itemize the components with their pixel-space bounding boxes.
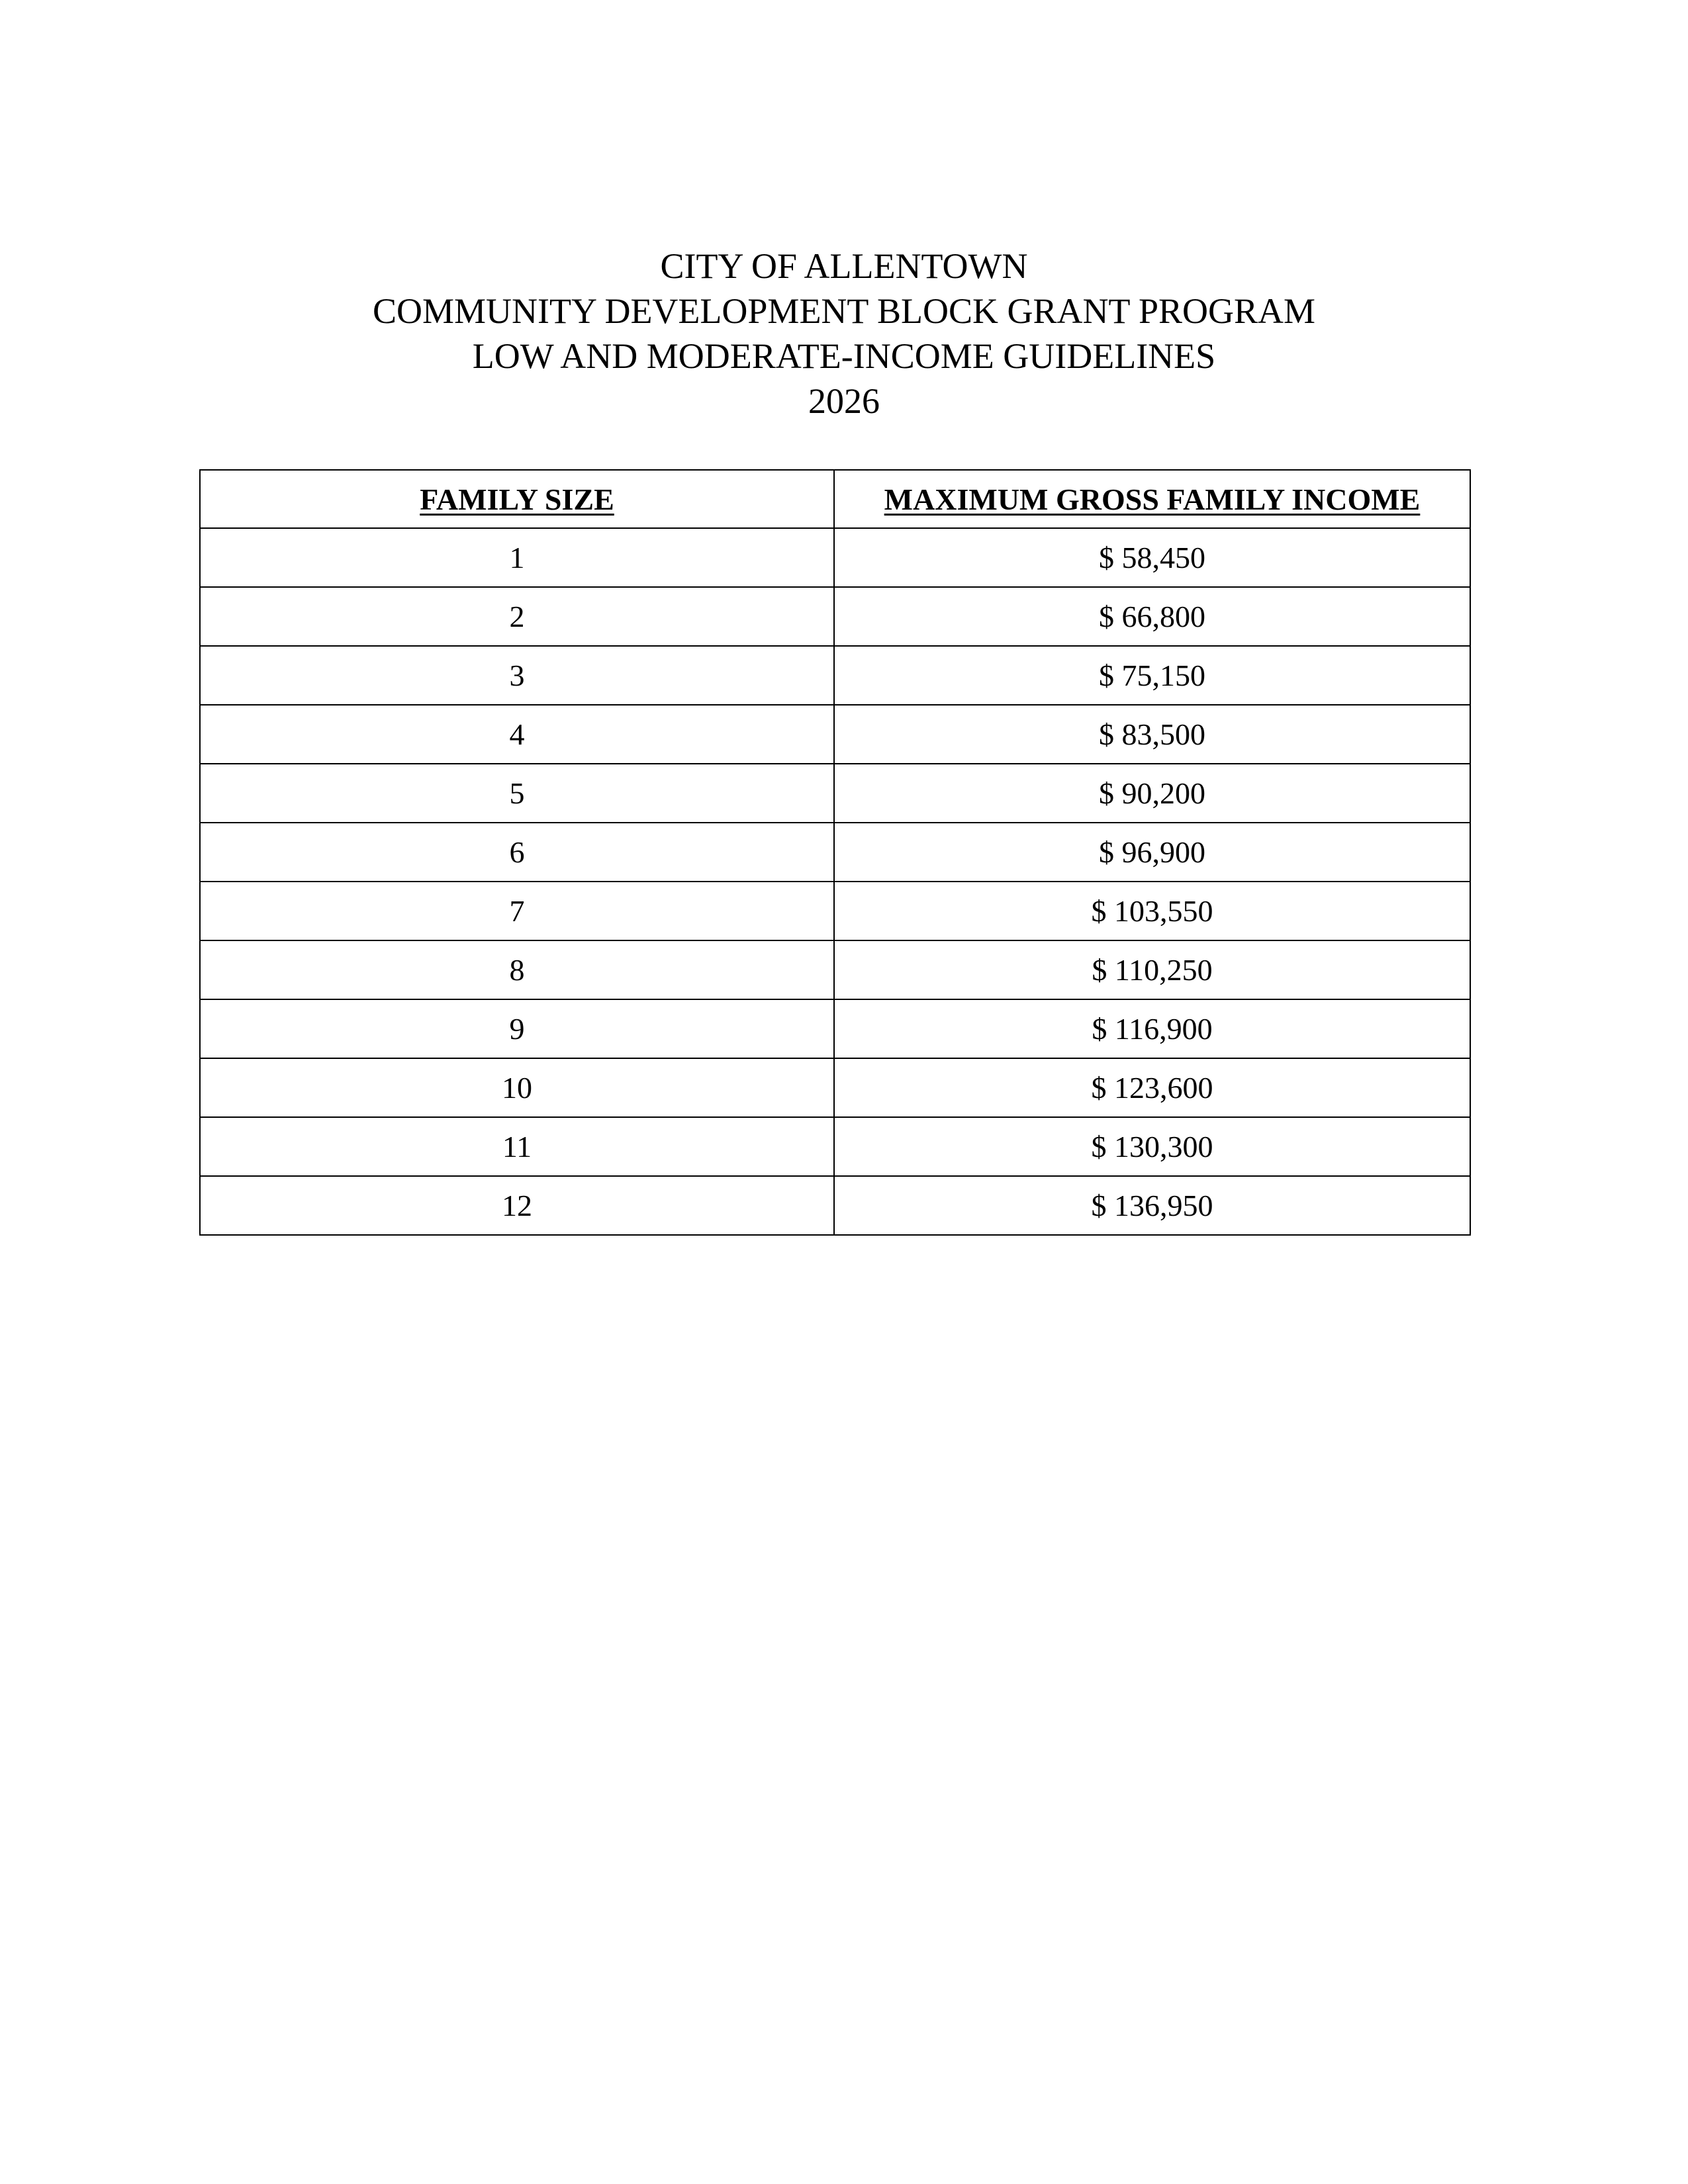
income-cell: $ 103,550 xyxy=(834,882,1470,940)
income-cell: $ 66,800 xyxy=(834,587,1470,646)
family-size-cell: 8 xyxy=(200,940,834,999)
table-row xyxy=(200,882,1470,940)
heading-year: 2026 xyxy=(808,381,880,421)
table-row xyxy=(200,764,1470,823)
heading-guidelines: LOW AND MODERATE-INCOME GUIDELINES xyxy=(472,336,1216,376)
heading-program: COMMUNITY DEVELOPMENT BLOCK GRANT PROGRAM xyxy=(372,291,1316,331)
family-size-cell: 5 xyxy=(200,764,834,823)
table-row xyxy=(200,999,1470,1058)
family-size-cell: 4 xyxy=(200,705,834,764)
table-row xyxy=(200,823,1470,882)
family-size-cell: 6 xyxy=(200,823,834,882)
income-cell: $ 136,950 xyxy=(834,1176,1470,1235)
family-size-cell: 9 xyxy=(200,999,834,1058)
income-cell: $ 58,450 xyxy=(834,528,1470,587)
income-cell: $ 110,250 xyxy=(834,940,1470,999)
income-guidelines-table xyxy=(199,469,1471,1236)
income-cell: $ 96,900 xyxy=(834,823,1470,882)
table-header-row xyxy=(200,470,1470,528)
table-row xyxy=(200,587,1470,646)
family-size-cell: 2 xyxy=(200,587,834,646)
table-row xyxy=(200,1176,1470,1235)
table-row xyxy=(200,705,1470,764)
document-heading xyxy=(0,244,1688,424)
family-size-cell: 7 xyxy=(200,882,834,940)
column-header-max-income: MAXIMUM GROSS FAMILY INCOME xyxy=(834,470,1470,528)
income-cell: $ 75,150 xyxy=(834,646,1470,705)
family-size-cell: 1 xyxy=(200,528,834,587)
family-size-cell: 12 xyxy=(200,1176,834,1235)
heading-city: CITY OF ALLENTOWN xyxy=(660,246,1028,286)
table-row xyxy=(200,1058,1470,1117)
income-cell: $ 130,300 xyxy=(834,1117,1470,1176)
table-row xyxy=(200,528,1470,587)
income-cell: $ 123,600 xyxy=(834,1058,1470,1117)
table-row xyxy=(200,646,1470,705)
family-size-cell: 10 xyxy=(200,1058,834,1117)
table-row xyxy=(200,940,1470,999)
family-size-cell: 11 xyxy=(200,1117,834,1176)
income-cell: $ 83,500 xyxy=(834,705,1470,764)
family-size-cell: 3 xyxy=(200,646,834,705)
column-header-family-size: FAMILY SIZE xyxy=(200,470,834,528)
table-row xyxy=(200,1117,1470,1176)
income-cell: $ 90,200 xyxy=(834,764,1470,823)
income-cell: $ 116,900 xyxy=(834,999,1470,1058)
